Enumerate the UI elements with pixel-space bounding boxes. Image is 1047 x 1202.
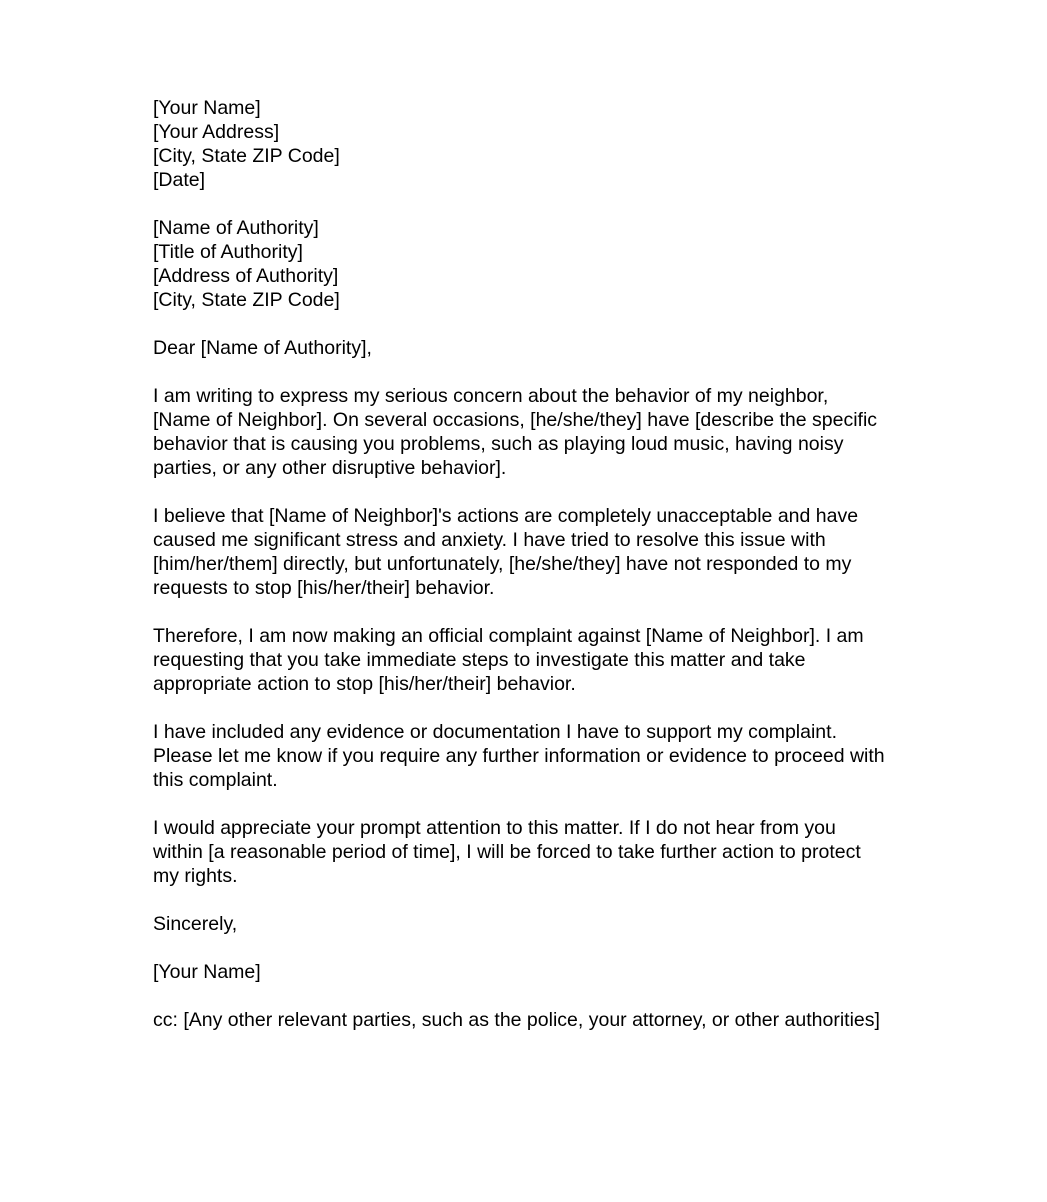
recipient-city-state-zip: [City, State ZIP Code]: [153, 289, 340, 311]
body-paragraph-3: Therefore, I am now making an official complaint against [Name of Neighbor]. I am requesting that you take immediate steps to investigate this matter and take appropriate action to stop [his/her/their] behavior.: [153, 625, 870, 695]
signature-name: [Your Name]: [153, 961, 261, 983]
letter-date: [Date]: [153, 169, 206, 191]
body-paragraph-1: I am writing to express my serious concern about the behavior of my neighbor, [Name of Neighbor]. On several occasions, [he/she/they] have [describe the specific behavior that is causing you problems, such as playing loud music, having noisy parties, or any other disruptive behavior].: [153, 385, 883, 479]
body-paragraph-2: I believe that [Name of Neighbor]'s actions are completely unacceptable and have caused me significant stress and anxiety. I have tried to resolve this issue with [him/her/them] directly, but unfortunately, [he/she/they] have not responded to my requests to stop [his/her/their] behavior.: [153, 505, 864, 599]
recipient-street-address: [Address of Authority]: [153, 265, 339, 287]
body-paragraph-5: I would appreciate your prompt attention to this matter. If I do not hear from you within [a reasonable period of time], I will be forced to take further action to protect my rights.: [153, 817, 867, 887]
sender-street-address: [Your Address]: [153, 121, 280, 143]
recipient-name: [Name of Authority]: [153, 217, 319, 239]
sender-city-state-zip: [City, State ZIP Code]: [153, 145, 340, 167]
letter-body: [153, 96, 891, 1032]
body-paragraph-4: I have included any evidence or documentation I have to support my complaint. Please let me know if you require any further information or evidence to proceed with this complaint.: [153, 721, 891, 791]
sender-address-block: [153, 96, 888, 192]
sender-name: [Your Name]: [153, 97, 261, 119]
cc-line: cc: [Any other relevant parties, such as the police, your attorney, or other authorities]: [153, 1009, 880, 1031]
closing-salutation: Sincerely,: [153, 913, 238, 935]
recipient-address-block: [153, 216, 888, 312]
recipient-title: [Title of Authority]: [153, 241, 303, 263]
salutation: Dear [Name of Authority],: [153, 337, 372, 359]
